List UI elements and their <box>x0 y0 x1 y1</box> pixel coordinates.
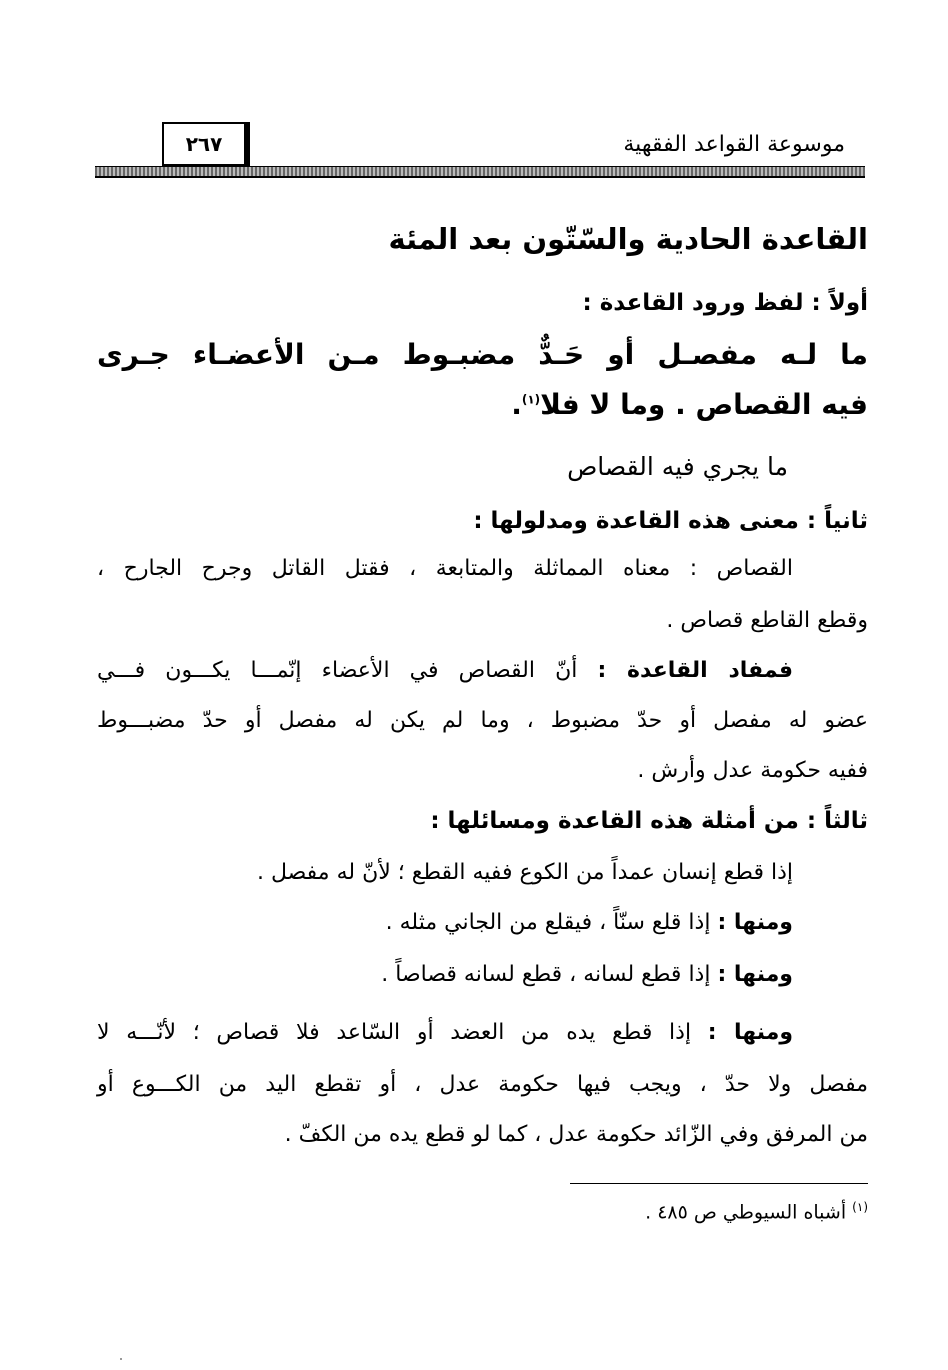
page-header <box>95 118 865 178</box>
subtitle: ما يجري فيه القصاص <box>567 452 788 481</box>
footnote <box>645 1200 868 1223</box>
section-1-heading: أولاً : لفظ ورود القاعدة : <box>582 290 868 316</box>
paragraph-2-line-2: عضو له مفصل أو حدّ مضبوط ، وما لم يكن له مفصل أو حدّ مضبـــوط <box>97 708 868 733</box>
footnote-separator <box>570 1183 868 1184</box>
footnote-marker: (١) <box>852 1200 868 1214</box>
section-3-heading: ثالثاً : من أمثلة هذه القاعدة ومسائلها : <box>430 808 868 834</box>
example-4-line-2: مفصل ولا حدّ ، ويجب فيها حكومة عدل ، أو تقطع اليد من الكـــوع أو <box>97 1072 868 1097</box>
example-1: إذا قطع إنسان عمداً من الكوع ففيه القطع ؛ لأنّ له مفصل . <box>256 860 793 885</box>
page-number: ٢٦٧ <box>162 122 250 166</box>
example-3: ومنها : إذا قطع لسانه ، قطع لسانه قصاصاً . <box>381 962 793 987</box>
rule-title: القاعدة الحادية والسّتّون بعد المئة <box>388 222 868 256</box>
running-title: موسوعة القواعد الفقهية <box>623 132 845 157</box>
paragraph-1-line-2: وقطع القاطع قصاص . <box>666 608 868 633</box>
example-2: ومنها : إذا قلع سنّاً ، فيقلع من الجاني مثله . <box>385 910 793 935</box>
section-2-heading: ثانياً : معنى هذه القاعدة ومدلولها : <box>473 508 868 534</box>
example-4-line-1: ومنها : إذا قطع يده من العضد أو السّاعد فلا قصاص ؛ لأنّـــه لا <box>97 1020 794 1045</box>
paragraph-2-line-3: ففيه حكومة عدل وأرش . <box>637 758 868 783</box>
paragraph-2-line-1: فمفاد القاعدة : أنّ القصاص في الأعضاء إنّمـــا يكـــون فـــي <box>97 658 793 683</box>
paragraph-1-line-1: القصاص : معناه المماثلة والمتابعة ، فقتل القاتل وجرح الجارح ، <box>97 556 793 581</box>
footnote-ref[interactable]: (١) <box>521 392 541 407</box>
scan-speck <box>120 1358 122 1360</box>
header-rule <box>95 166 865 178</box>
footnote-text: أشباه السيوطي ص ٤٨٥ . <box>645 1201 847 1224</box>
example-4-line-3: من المرفق وفي الزّائد حكومة عدل ، كما لو قطع يده من الكفّ . <box>284 1122 868 1147</box>
rule-text-line-2: فيه القصاص . وما لا فلا$^{(١)}$. <box>511 388 868 421</box>
rule-text-line-1: ما لـه مفصـل أو حَـدٌّ مضبـوط مـن الأعضـاء جـرى <box>97 338 868 371</box>
